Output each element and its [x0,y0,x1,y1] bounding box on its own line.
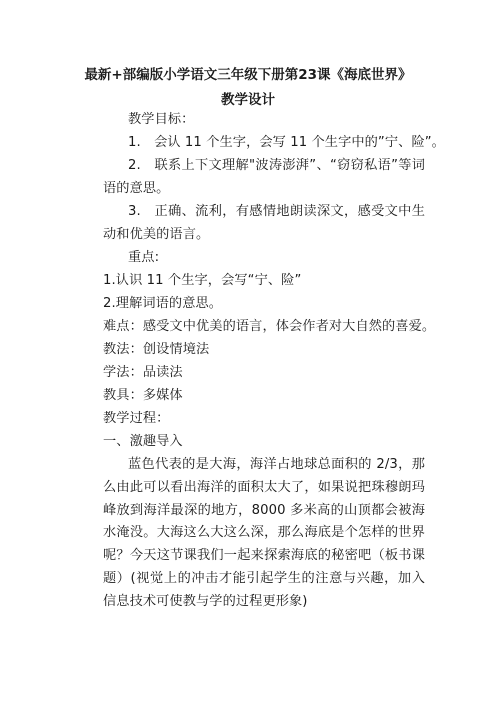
document-title: 最新+部编版小学语文三年级下册第23课《海底世界》 [84,67,412,83]
section-1-heading: 一、激趣导入 [103,434,183,449]
difficulty: 难点：感受文中优美的语言，体会作者对大自然的喜爱。 [103,319,436,334]
objective-2: 2. 联系上下文理解"波涛澎湃”、“窃窃私语”等词语的意思。 [103,158,425,196]
objective-1: 1. 会认 11 个生字，会写 11 个生字中的”宁、险”。 [128,135,445,150]
objectives-heading: 教学目标： [128,112,195,127]
key-point-2: 2.理解词语的意思。 [103,296,223,311]
key-point-1: 1.认识 11 个生字，会写“宁、险” [103,273,302,288]
section-1-body: 蓝色代表的是大海，海洋占地球总面积的 2/3，那么由此可以看出海洋的面积太大了，如果说把珠穆朗玛峰放到海洋最深的地方，8000 多米高的山顶都会被海水淹没。大海这么大这么深，那么海底是个怎样的世界呢？今天这节课我们一起来探索海底的秘密吧（板书课题）(视觉上的冲击才能引起学生的注意与兴趣，加入信息技术可使教与学的过程更形象) [103,457,425,609]
teaching-aids: 教具：多媒体 [103,388,183,403]
process-heading: 教学过程： [103,411,170,426]
objective-3: 3. 正确、流利，有感情地朗读深文，感受文中生动和优美的语言。 [103,204,425,242]
learning-method: 学法：品读法 [103,365,183,380]
teaching-method: 教法：创设情境法 [103,342,210,357]
key-points-heading: 重点: [128,250,160,265]
document-subtitle: 教学设计 [221,92,275,108]
